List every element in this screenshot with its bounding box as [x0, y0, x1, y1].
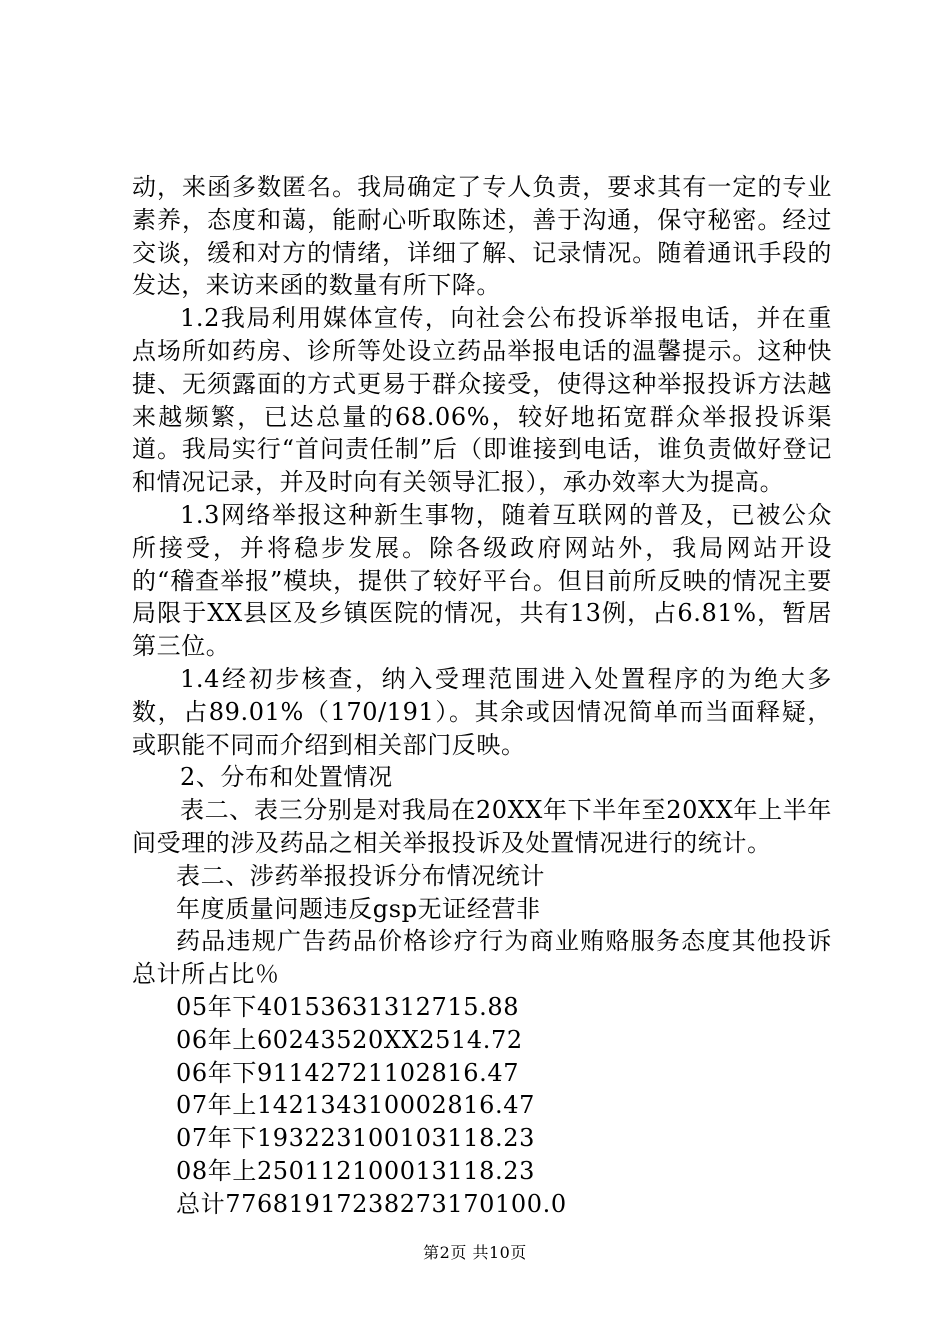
table-header-line: 年度质量问题违反gsp无证经营非 — [176, 894, 541, 923]
table-row: 06年上60243520XX2514.72 — [176, 1025, 523, 1054]
table-title: 表二、涉药举报投诉分布情况统计 — [176, 861, 545, 890]
paragraph: 1.3网络举报这种新生事物，随着互联网的普及，已被公众所接受，并将稳步发展。除各级政府网站外，我局网站开设的“稽查举报”模块，提供了较好平台。但目前所反映的情况主要局限于XX县区及乡镇医院的情况，共有13例，占6.81%，暂居第三位。 — [132, 500, 832, 661]
document-body — [132, 171, 832, 1221]
page-number: 第2页 共10页 — [423, 1243, 527, 1262]
table-row-total: 总计7768191723827317010​0.0 — [176, 1189, 567, 1218]
paragraph: 1.4经初步核查，纳入受理范围进入处置程序的为绝大多数，占89.01%（170/191）。其余或因情况简单而当面释疑，或职能不同而介绍到相关部门反映。 — [132, 664, 832, 759]
table-row: 08年上250112100013118.23 — [176, 1156, 535, 1185]
table-row: 06年下91142721102816.47 — [176, 1058, 520, 1087]
paragraph: 动，来函多数匿名。我局确定了专人负责，要求其有一定的专业素养，态度和蔼，能耐心听取陈述，善于沟通，保守秘密。经过交谈，缓和对方的情绪，详细了解、记录情况。随着通讯手段的发达，来访来函的数量有所下降。 — [132, 173, 832, 300]
paragraph: 1.2我局利用媒体宣传，向社会公布投诉举报电话，并在重点场所如药房、诊所等处设立药品举报电话的温馨提示。这种快捷、无须露面的方式更易于群众接受，使得这种举报投诉方法越来越频繁，已达总量的68.06%，较好地拓宽群众举报投诉渠道。我局实行“首问责任制”后（即谁接到电话，谁负责做好登记和情况记录，并及时向有关领导汇报），承办效率大为提高。 — [132, 304, 832, 497]
section-heading: 2、分布和处置情况 — [180, 763, 393, 792]
table-row: 07年下193223100103118.23 — [176, 1124, 535, 1153]
table-header-line: 药品违规广告药品价格诊疗行为商业贿赂服务态度其他投诉总计所占比％ — [132, 927, 832, 989]
table-row: 07年上142134310002816.47 — [176, 1091, 535, 1120]
paragraph: 表二、表三分别是对我局在20XX年下半年至20XX年上半年间受理的涉及药品之相关举报投诉及处置情况进行的统计。 — [132, 796, 832, 857]
table-row: 05年下40153631312715.88 — [176, 992, 520, 1021]
